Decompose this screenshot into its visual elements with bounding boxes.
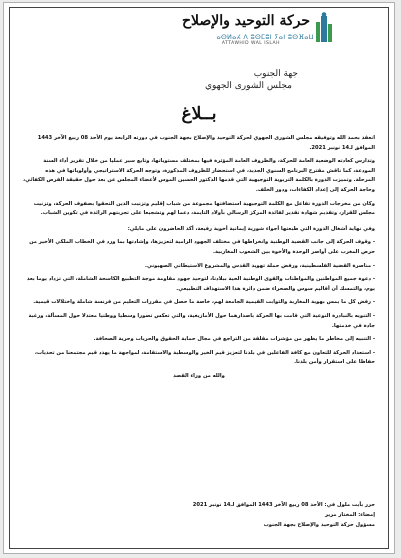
signature-role: مسؤول حركة التوحيد والإصلاح بجهة الجنوب: [263, 522, 375, 528]
letterhead: [10, 8, 388, 91]
list-item: - مناصرة القضية الفلسطينية، ورفض حملة تهويد القدس والمشروع الاستيطاني الصهيوني.: [144, 262, 375, 269]
closing-line: والله من وراء القصد: [173, 372, 225, 379]
signature-label: إمضاء: المختار مرير: [325, 512, 375, 518]
date-line: حرر بأيت ملول في: الأحد 08 ربيع الآخر 1443 الموافق لـ14 نونبر 2021: [192, 502, 375, 508]
issuer-block: [10, 68, 388, 92]
paragraph: انعقد بحمد الله وتوفيقه مجلس الشورى الجهوي لحركة التوحيد والإصلاح بجهة الجنوب في دورته الرابعة يوم الأحد 08 ربيع الآخر 1443 الموافق لـ14 نونبر 2021.: [37, 135, 375, 151]
document-page: [3, 2, 395, 554]
list-item: - التنويه بالنبادرة النوعية التي قامت بها الحركة باصدارهما حول الأمازيغية، والتي تعكس تصورا وسطيا ووطنيا معتدلا حول المسألة، ورغبة جادة في خدمتها.: [28, 312, 375, 329]
list-item: - وقوف الحركة إلى جانب القضية الوطنية وانخراطها في مختلف الجهود الرامية لتعزيزها، وإشادتها بما ورد في الخطاب الملكي الأخير من حرص المغرب على أواصر الوحدة والأخوة بين الشعوب المغاربية.: [29, 239, 375, 255]
list-item: - دعوة جميع المواطنين والمواطنات والقوى الوطنية الحية ببلادنا، لتوحيد جهود مقاومة موجة التطبيع الكاسحة الشاملة، التي تزداد يوما بعد يوم، والتمسك أن أقاليم سوس والصحراء ضمن دائرة هذا الاستهداف التطبيعي.: [26, 276, 375, 292]
paragraph: وتدارس كعادته الوضعية العامة للحركة، والظروف العامة المؤثرة فيها بمختلف مستوياتها، وتابع سير عمليا من خلال تقرير أداء السنة المودعة، كما ناقش مقترح البرنامج السنوي الجديد، في استحضار للظروف المذكورة، وتوجه الحركة الاستراتيجي وأولوياتها في هذه المرحلة. وتميزت الدورة بالكلمة التربوية التوجيهية التي قدمها الدكتور الحسين الموس لأعضاء المجلس عن بعد حول حقيقة الفرص الكفائي، وحاجة الحركة إلى إعداد الكفاءات، ودور الخلف.: [23, 158, 375, 193]
organization-logo-icon: [313, 12, 335, 46]
document-body: [23, 134, 375, 385]
list-item: - استعداد الحركة للتعاون مع كافة الفاعلين في بلدنا لتعزيز قيم الخير والوسطية والاستقامة، لمواجهة ما يهدد قيم مجتمعنا من تحديات، حفاظا على استقرار وأمن بلدنا.: [34, 349, 375, 366]
page-border: [9, 7, 389, 549]
region-name: جهة الجنوب: [253, 69, 298, 79]
document-title: بــلاغ: [181, 104, 217, 124]
paragraph: وكان من مخرجات الدورة تفاعل مع الكلمة التوجيهية استضافتها مجموعة من شباب إقليم وتزنيت الذين التحقوا بصفوف الحركة، وتزنيت مجلس للقرار، وتقديم شهادة تقدير لفائدة المركز الرسالي بأولاد التايمة، دعما لهم وتشجيعا على تجربتهم الرائدة في تكوين الشباب.: [33, 200, 375, 217]
list-item: - التنبيه إلى مخاطر ما يظهر من مؤشرات مقلقة من التراجع في مجال حماية الحقوق والحريات وحرية الصحافة.: [93, 336, 375, 343]
signature-block: [23, 500, 375, 530]
list-item: - رفض كل ما يمس بهوية المغاربة والثوابت القيمية الجامعة لهم، خاصة ما حصل في مقررات التعليم من فرنسة شاملة واختلالات قيمية.: [33, 299, 375, 306]
logo-latin-text: ATTAWHID WAL ISLAH: [221, 41, 280, 46]
paragraph: وفي نهاية أشغال الدورة التي طبعتها أجواء شورية إيمانية أخوية رفيعة، أكد الحاضرون على مايلي:: [127, 225, 375, 232]
logo-tifinagh-text: ⴰⵙⵍⴰⵃ ⴷ ⵓⵙⵎⵓⵏ ⵢⴰⵏ ⵓⵙⴼⴰⵡ: [216, 33, 314, 41]
logo-arabic-text: حركة التوحيد والإصلاح: [181, 13, 310, 29]
council-name: مجلس الشورى الجهوي: [204, 81, 292, 91]
